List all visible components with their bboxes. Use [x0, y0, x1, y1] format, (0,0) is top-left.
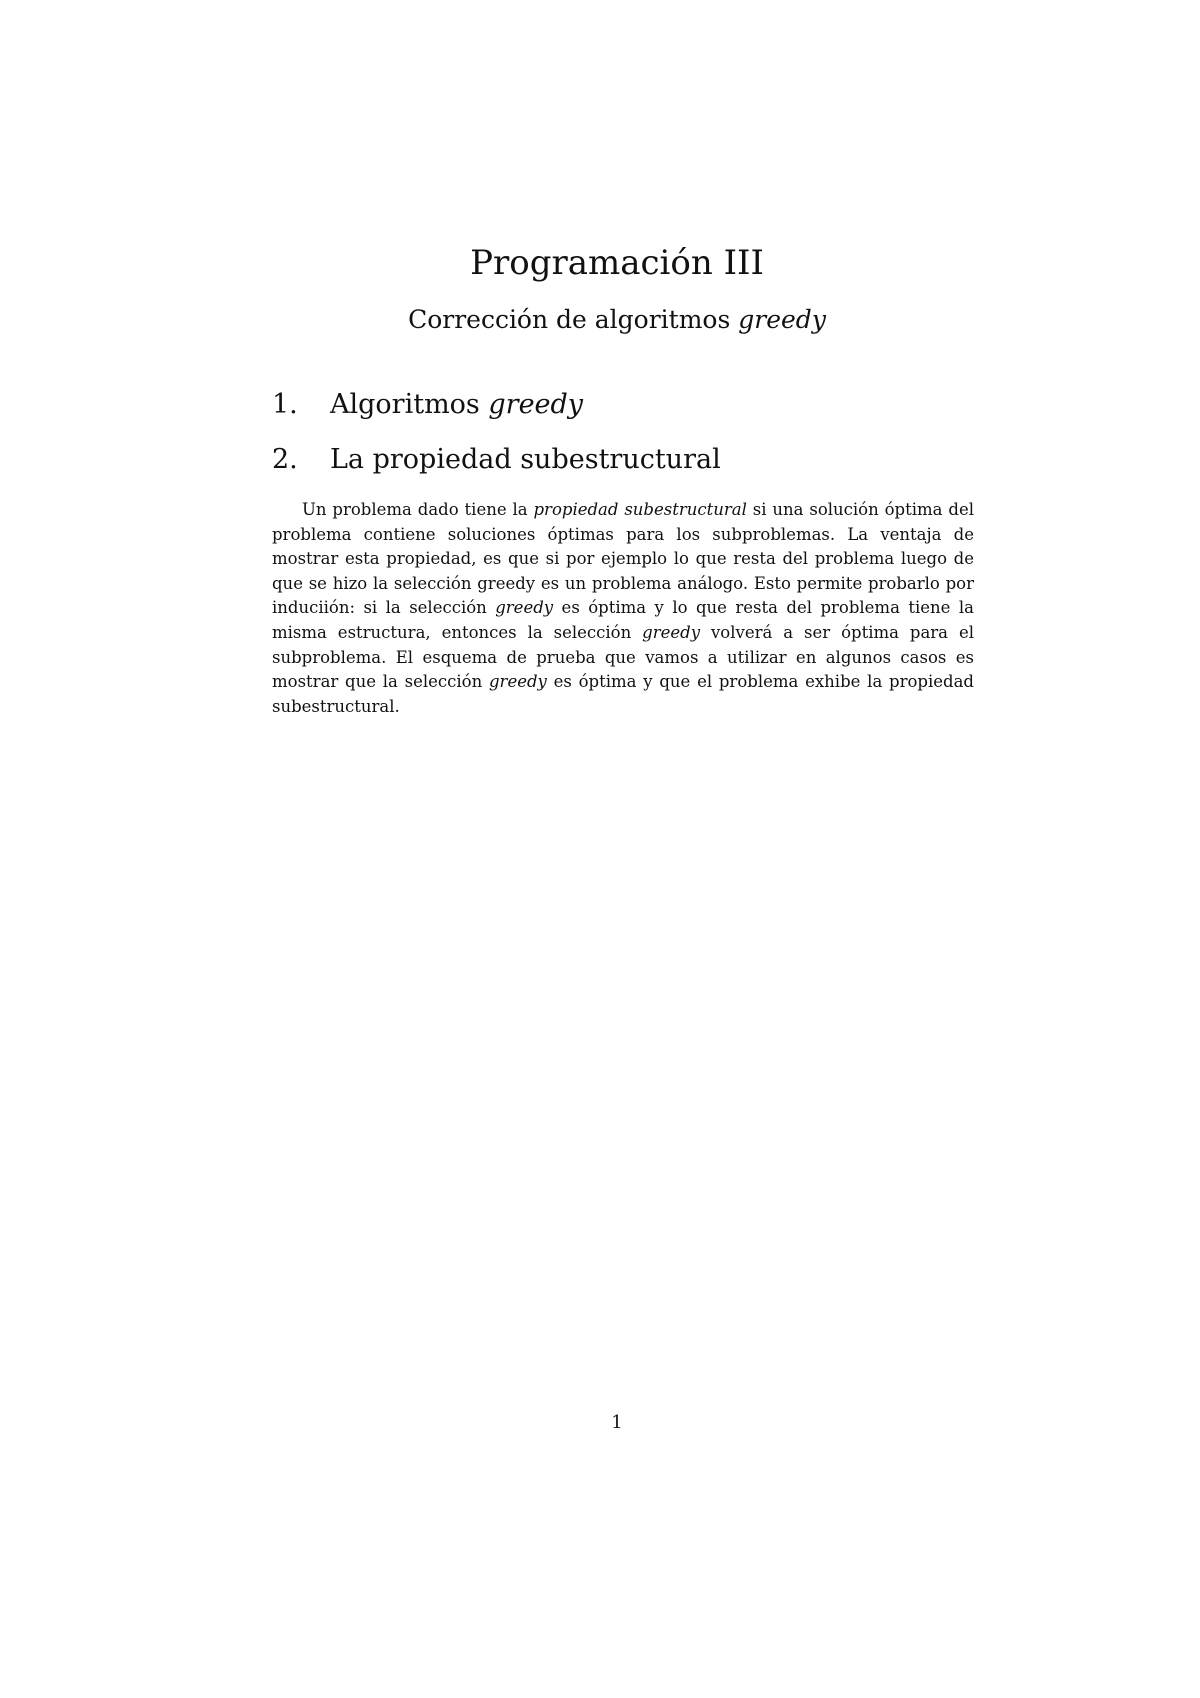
- paragraph-emphasis: greedy: [489, 672, 547, 692]
- paragraph-text: es óptima y que el problema exhibe la propiedad subestructural.: [272, 672, 974, 716]
- section-title-emphasis: greedy: [488, 389, 584, 420]
- body-paragraph: [272, 498, 974, 719]
- document-title: Programación III: [470, 243, 764, 283]
- subtitle-emphasis: greedy: [738, 305, 826, 334]
- paragraph-text: volverá a ser óptima para el subproblema. El esquema de prueba que vamos a utilizar en algunos casos es mostrar que la selección: [272, 622, 974, 692]
- document-subtitle: [0, 304, 1200, 336]
- section-heading: [272, 443, 972, 477]
- paragraph-emphasis: greedy: [642, 622, 701, 642]
- subtitle-text: Corrección de algoritmos: [408, 305, 739, 334]
- section-1: [272, 388, 972, 422]
- paragraph-emphasis: greedy: [495, 598, 554, 618]
- section-number: 1.: [272, 389, 298, 420]
- section-title: La propiedad subestructural: [330, 444, 721, 475]
- section-heading: [272, 388, 972, 422]
- section-number: 2.: [272, 444, 298, 475]
- paragraph-text: si una solución óptima del problema contiene soluciones óptimas para los subproblemas. La ventaja de mostrar esta propiedad, es que si por ejemplo lo que resta del problema luego de que se hizo la selección greedy es un problema análogo. Esto permite probarlo por induciión: si la selección: [272, 500, 974, 618]
- page-number: 1: [611, 1412, 623, 1433]
- section-2: [272, 443, 972, 477]
- paragraph-text: Un problema dado tiene la: [302, 500, 534, 519]
- section-title: Algoritmos: [330, 389, 489, 420]
- paragraph-emphasis: propiedad subestructural: [533, 500, 747, 519]
- paragraph-text: es óptima y lo que resta del problema tiene la misma estructura, entonces la selección: [272, 598, 974, 642]
